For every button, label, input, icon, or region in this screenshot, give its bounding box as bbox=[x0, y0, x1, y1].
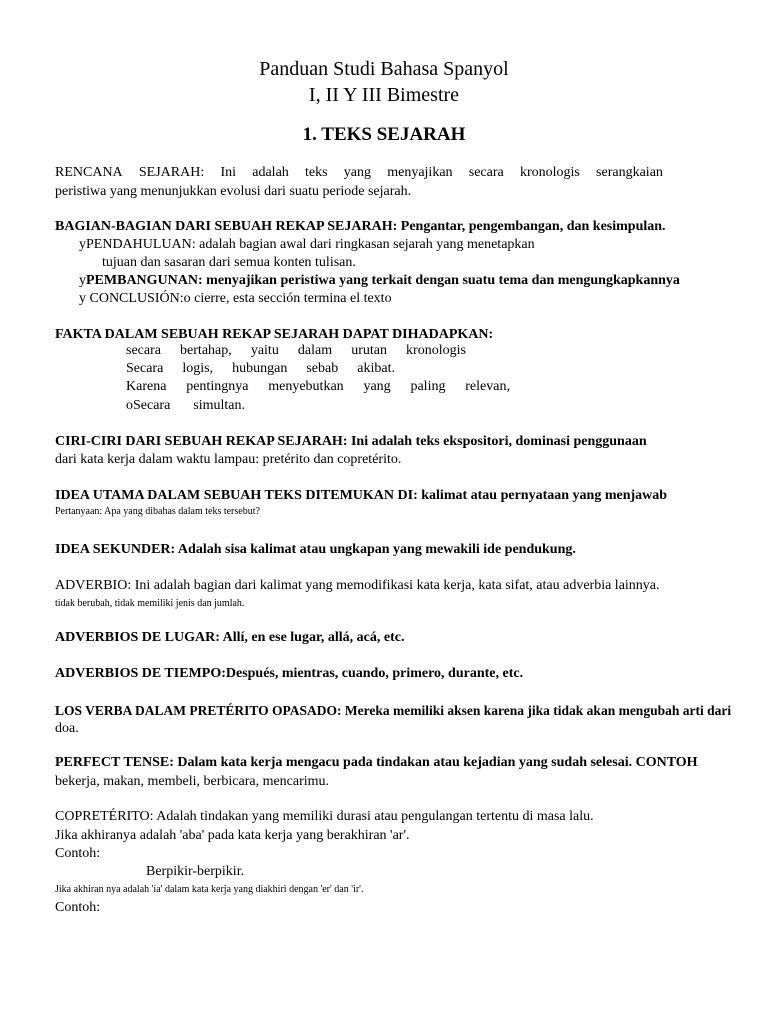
fakta-item-2 bbox=[126, 360, 395, 378]
ciri-line-2: dari kata kerja dalam waktu lampau: pretérito dan copretérito. bbox=[55, 452, 402, 467]
copreterito-example: Berpikir-berpikir. bbox=[146, 864, 245, 879]
fakta-item-1 bbox=[126, 342, 466, 360]
document-subtitle: I, II Y III Bimestre bbox=[308, 84, 460, 106]
fakta-word: menyebutkan bbox=[268, 379, 344, 394]
bagian-heading: BAGIAN-BAGIAN DARI SEBUAH REKAP SEJARAH: Pengantar, pengembangan, dan kesimpulan. bbox=[55, 219, 666, 234]
fakta-word: hubungan bbox=[232, 361, 288, 376]
ciri-heading: CIRI-CIRI DARI SEBUAH REKAP SEJARAH: Ini adalah teks ekspositori, dominasi penggunaan bbox=[55, 434, 647, 449]
fakta-item-4 bbox=[126, 397, 245, 415]
adverbios-tiempo: ADVERBIOS DE TIEMPO:Después, mientras, cuando, primero, durante, etc. bbox=[55, 666, 524, 681]
rencana-word: yang bbox=[343, 165, 371, 180]
rencana-word: Ini bbox=[220, 165, 237, 180]
fakta-word: akibat. bbox=[357, 361, 395, 376]
fakta-word: paling bbox=[410, 379, 446, 394]
copreterito-line-1: COPRETÉRITO: Adalah tindakan yang memiliki durasi atau pengulangan tertentu di masa lalu. bbox=[55, 809, 594, 824]
rencana-word: serangkaian bbox=[596, 165, 663, 180]
fakta-word: urutan bbox=[351, 343, 387, 358]
perfect-tense-line-1: PERFECT TENSE: Dalam kata kerja mengacu pada tindakan atau kejadian yang sudah selesai. CONTOH bbox=[55, 755, 698, 770]
fakta-word: pentingnya bbox=[186, 379, 249, 394]
fakta-word: logis, bbox=[182, 361, 214, 376]
adverbio-line-2: tidak berubah, tidak memiliki jenis dan jumlah. bbox=[55, 598, 245, 609]
rencana-word: secara bbox=[468, 165, 504, 180]
los-verba-line-1: LOS VERBA DALAM PRETÉRITO OPASADO: Mereka memiliki aksen karena jika tidak akan mengubah arti dari bbox=[55, 703, 732, 718]
section-heading: 1. TEKS SEJARAH bbox=[302, 124, 466, 145]
pembangunan-text: PEMBANGUNAN: menyajikan peristiwa yang terkait dengan suatu tema dan mengungkapkannya bbox=[86, 273, 680, 288]
idea-utama-heading: IDEA UTAMA DALAM SEBUAH TEKS DITEMUKAN DI: kalimat atau pernyataan yang menjawab bbox=[55, 488, 668, 503]
idea-sekunder: IDEA SEKUNDER: Adalah sisa kalimat atau ungkapan yang mewakili ide pendukung. bbox=[55, 542, 576, 557]
rencana-word: adalah bbox=[252, 165, 289, 180]
fakta-word: oSecara bbox=[126, 398, 171, 413]
rencana-word: SEJARAH: bbox=[138, 165, 205, 180]
adverbios-lugar: ADVERBIOS DE LUGAR: Allí, en ese lugar, allá, acá, etc. bbox=[55, 630, 405, 645]
idea-utama-line-2: Pertanyaan: Apa yang dibahas dalam teks tersebut? bbox=[55, 506, 260, 517]
fakta-word: kronologis bbox=[406, 343, 466, 358]
fakta-word: sebab bbox=[306, 361, 339, 376]
los-verba-line-2: doa. bbox=[55, 721, 79, 736]
fakta-heading: FAKTA DALAM SEBUAH REKAP SEJARAH DAPAT DIHADAPKAN: bbox=[55, 327, 494, 342]
rencana-word: RENCANA bbox=[55, 165, 123, 180]
fakta-item-3 bbox=[126, 378, 510, 396]
copreterito-contoh-1: Contoh: bbox=[55, 846, 101, 861]
copreterito-line-5: Jika akhiran nya adalah 'ía' dalam kata kerja yang diakhiri dengan 'er' dan 'ir'. bbox=[55, 884, 364, 895]
pendahuluan-line-1: yPENDAHULUAN: adalah bagian awal dari ringkasan sejarah yang menetapkan bbox=[79, 237, 535, 252]
perfect-tense-line-2: bekerja, makan, membeli, berbicara, mencarimu. bbox=[55, 774, 330, 789]
document-title: Panduan Studi Bahasa Spanyol bbox=[259, 58, 509, 80]
rencana-word: teks bbox=[305, 165, 328, 180]
fakta-word: yaitu bbox=[250, 343, 279, 358]
fakta-word: secara bbox=[126, 343, 161, 358]
rencana-word: menyajikan bbox=[387, 165, 453, 180]
fakta-word: Karena bbox=[126, 379, 167, 394]
pendahuluan-line-2: tujuan dan sasaran dari semua konten tulisan. bbox=[102, 255, 356, 270]
rencana-line-1 bbox=[55, 164, 663, 182]
fakta-word: bertahap, bbox=[180, 343, 232, 358]
copreterito-contoh-2: Contoh: bbox=[55, 900, 101, 915]
pembangunan-prefix: y bbox=[79, 273, 86, 288]
fakta-word: yang bbox=[363, 379, 391, 394]
fakta-word: simultan. bbox=[193, 398, 245, 413]
fakta-word: relevan, bbox=[465, 379, 510, 394]
conclusion-line: y CONCLUSIÓN:o cierre, esta sección termina el texto bbox=[79, 291, 392, 306]
fakta-word: dalam bbox=[297, 343, 333, 358]
pembangunan-line bbox=[79, 272, 680, 290]
adverbio-line-1: ADVERBIO: Ini adalah bagian dari kalimat yang memodifikasi kata kerja, kata sifat, atau adverbia lainnya. bbox=[55, 578, 660, 593]
fakta-word: Secara bbox=[126, 361, 164, 376]
rencana-word: kronologis bbox=[519, 165, 580, 180]
rencana-line-2: peristiwa yang menunjukkan evolusi dari suatu periode sejarah. bbox=[55, 184, 412, 199]
copreterito-line-2: Jika akhiranya adalah 'aba' pada kata kerja yang berakhiran 'ar'. bbox=[55, 828, 410, 843]
